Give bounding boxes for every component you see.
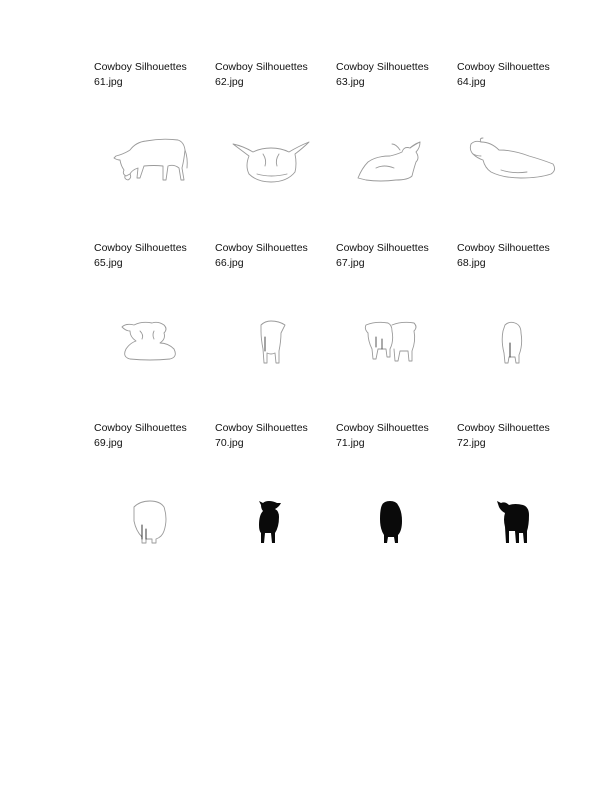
thumbnail-70[interactable] <box>215 421 327 581</box>
thumbnail-filename: 68.jpg <box>457 256 486 269</box>
thumbnail-title: Cowboy Silhouettes <box>215 422 308 434</box>
two-cows-outline-icon <box>336 279 448 379</box>
cow-lying-outline-icon <box>336 98 448 198</box>
cow-grazing-outline-icon <box>94 98 206 198</box>
thumbnail-68[interactable] <box>457 241 569 401</box>
longhorn-head-outline-icon <box>215 98 327 198</box>
thumbnail-title: Cowboy Silhouettes <box>215 242 308 254</box>
cow-rear-silhouette-icon <box>336 459 448 559</box>
thumbnail-filename: 72.jpg <box>457 436 486 449</box>
thumbnail-65[interactable] <box>94 241 206 401</box>
thumbnail-filename: 62.jpg <box>215 75 244 88</box>
thumbnail-title: Cowboy Silhouettes <box>94 242 187 254</box>
thumbnail-61[interactable] <box>94 60 206 220</box>
thumbnail-66[interactable] <box>215 241 327 401</box>
cow-resting-outline-icon <box>457 98 569 198</box>
thumbnail-filename: 70.jpg <box>215 436 244 449</box>
thumbnail-72[interactable] <box>457 421 569 581</box>
thumbnail-62[interactable] <box>215 60 327 220</box>
thumbnail-title: Cowboy Silhouettes <box>457 422 550 434</box>
bull-silhouette-icon <box>457 459 569 559</box>
thumbnail-filename: 64.jpg <box>457 75 486 88</box>
thumbnail-filename: 69.jpg <box>94 436 123 449</box>
cow-rear-small-outline-icon <box>457 279 569 379</box>
thumbnail-title: Cowboy Silhouettes <box>215 61 308 73</box>
thumbnail-title: Cowboy Silhouettes <box>457 242 550 254</box>
thumbnail-filename: 65.jpg <box>94 256 123 269</box>
thumbnail-71[interactable] <box>336 421 448 581</box>
thumbnail-filename: 61.jpg <box>94 75 123 88</box>
thumbnail-filename: 63.jpg <box>336 75 365 88</box>
cow-lying-front-outline-icon <box>94 279 206 379</box>
thumbnail-67[interactable] <box>336 241 448 401</box>
thumbnail-filename: 67.jpg <box>336 256 365 269</box>
thumbnail-69[interactable] <box>94 421 206 581</box>
thumbnail-title: Cowboy Silhouettes <box>94 61 187 73</box>
thumbnail-filename: 71.jpg <box>336 436 365 449</box>
thumbnail-title: Cowboy Silhouettes <box>94 422 187 434</box>
thumbnail-title: Cowboy Silhouettes <box>457 61 550 73</box>
thumbnail-title: Cowboy Silhouettes <box>336 422 429 434</box>
thumbnail-63[interactable] <box>336 60 448 220</box>
thumbnail-title: Cowboy Silhouettes <box>336 242 429 254</box>
thumbnail-64[interactable] <box>457 60 569 220</box>
calf-rear-outline-icon <box>215 279 327 379</box>
thumbnail-title: Cowboy Silhouettes <box>336 61 429 73</box>
cow-front-silhouette-icon <box>215 459 327 559</box>
cow-rear-outline-icon <box>94 459 206 559</box>
thumbnail-filename: 66.jpg <box>215 256 244 269</box>
